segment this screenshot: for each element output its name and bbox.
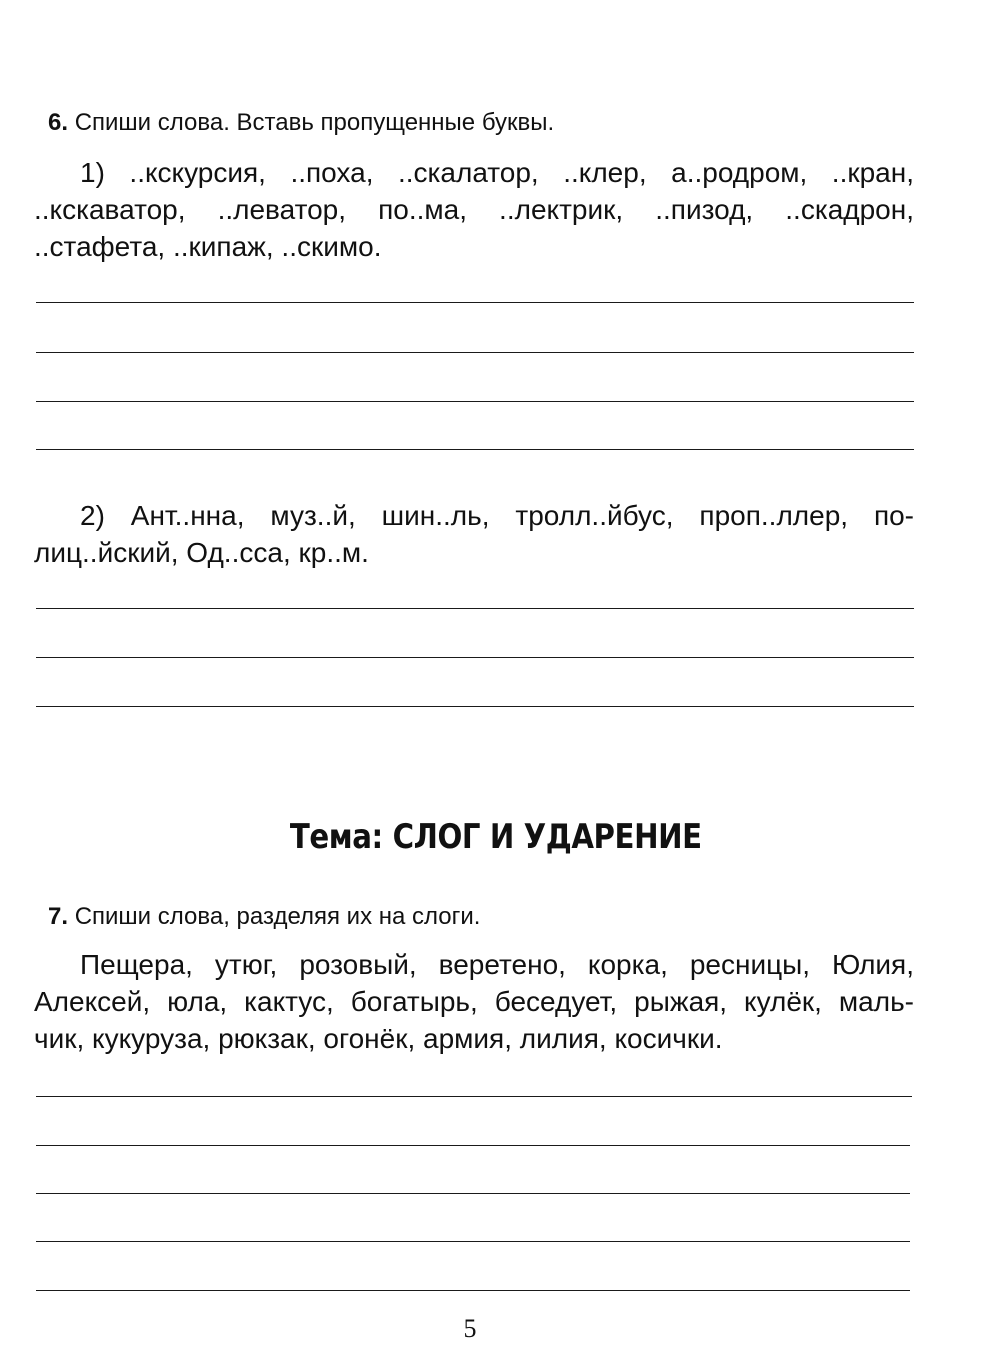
exercise-7-number: 7. [48,903,69,930]
exercise-6-part-1-line: ..кскаватор, ..леватор, по..ма, ..лектрик, ..пизод, ..скадрон, [34,194,914,225]
exercise-7-heading [48,902,480,932]
writing-line[interactable] [36,1241,910,1242]
exercise-7-instruction: Спиши слова, разделяя их на слоги. [74,903,481,930]
exercise-6-part-2-text [34,497,914,571]
exercise-6-number: 6. [48,109,69,136]
writing-line[interactable] [36,1193,910,1194]
writing-line[interactable] [36,706,914,707]
exercise-7-text [34,946,914,1057]
exercise-6-heading [48,108,554,138]
writing-line[interactable] [36,449,914,450]
writing-line[interactable] [36,1096,912,1097]
exercise-6-instruction: Спиши слова. Вставь пропущенные буквы. [74,109,555,136]
writing-line[interactable] [36,302,914,303]
exercise-6-part-1-line: ..стафета, ..кипаж, ..скимо. [34,231,382,262]
exercise-6-part-1-line: 1) ..кскурсия, ..поха, ..скалатор, ..клер, а..родром, ..кран, [80,157,914,188]
writing-line[interactable] [36,401,914,402]
exercise-7-line: чик, кукуруза, рюкзак, огонёк, армия, лилия, косички. [34,1023,723,1054]
exercise-7-line: Алексей, юла, кактус, богатырь, беседует, рыжая, кулёк, маль- [34,986,914,1017]
writing-line[interactable] [36,352,914,353]
exercise-6-part-1-text [34,154,914,265]
exercise-6-part-2-line: лиц..йский, Од..сса, кр..м. [34,537,369,568]
page-number: 5 [463,1314,477,1343]
writing-line[interactable] [36,657,914,658]
writing-line[interactable] [36,608,914,609]
writing-line[interactable] [36,1145,910,1146]
exercise-7-line: Пещера, утюг, розовый, веретено, корка, ресницы, Юлия, [80,949,914,980]
exercise-6-part-2-line: 2) Ант..нна, муз..й, шин..ль, тролл..йбус, проп..ллер, по- [80,500,914,531]
topic-heading: Тема: СЛОГ И УДАРЕНИЕ [289,817,702,857]
writing-line[interactable] [36,1290,910,1291]
